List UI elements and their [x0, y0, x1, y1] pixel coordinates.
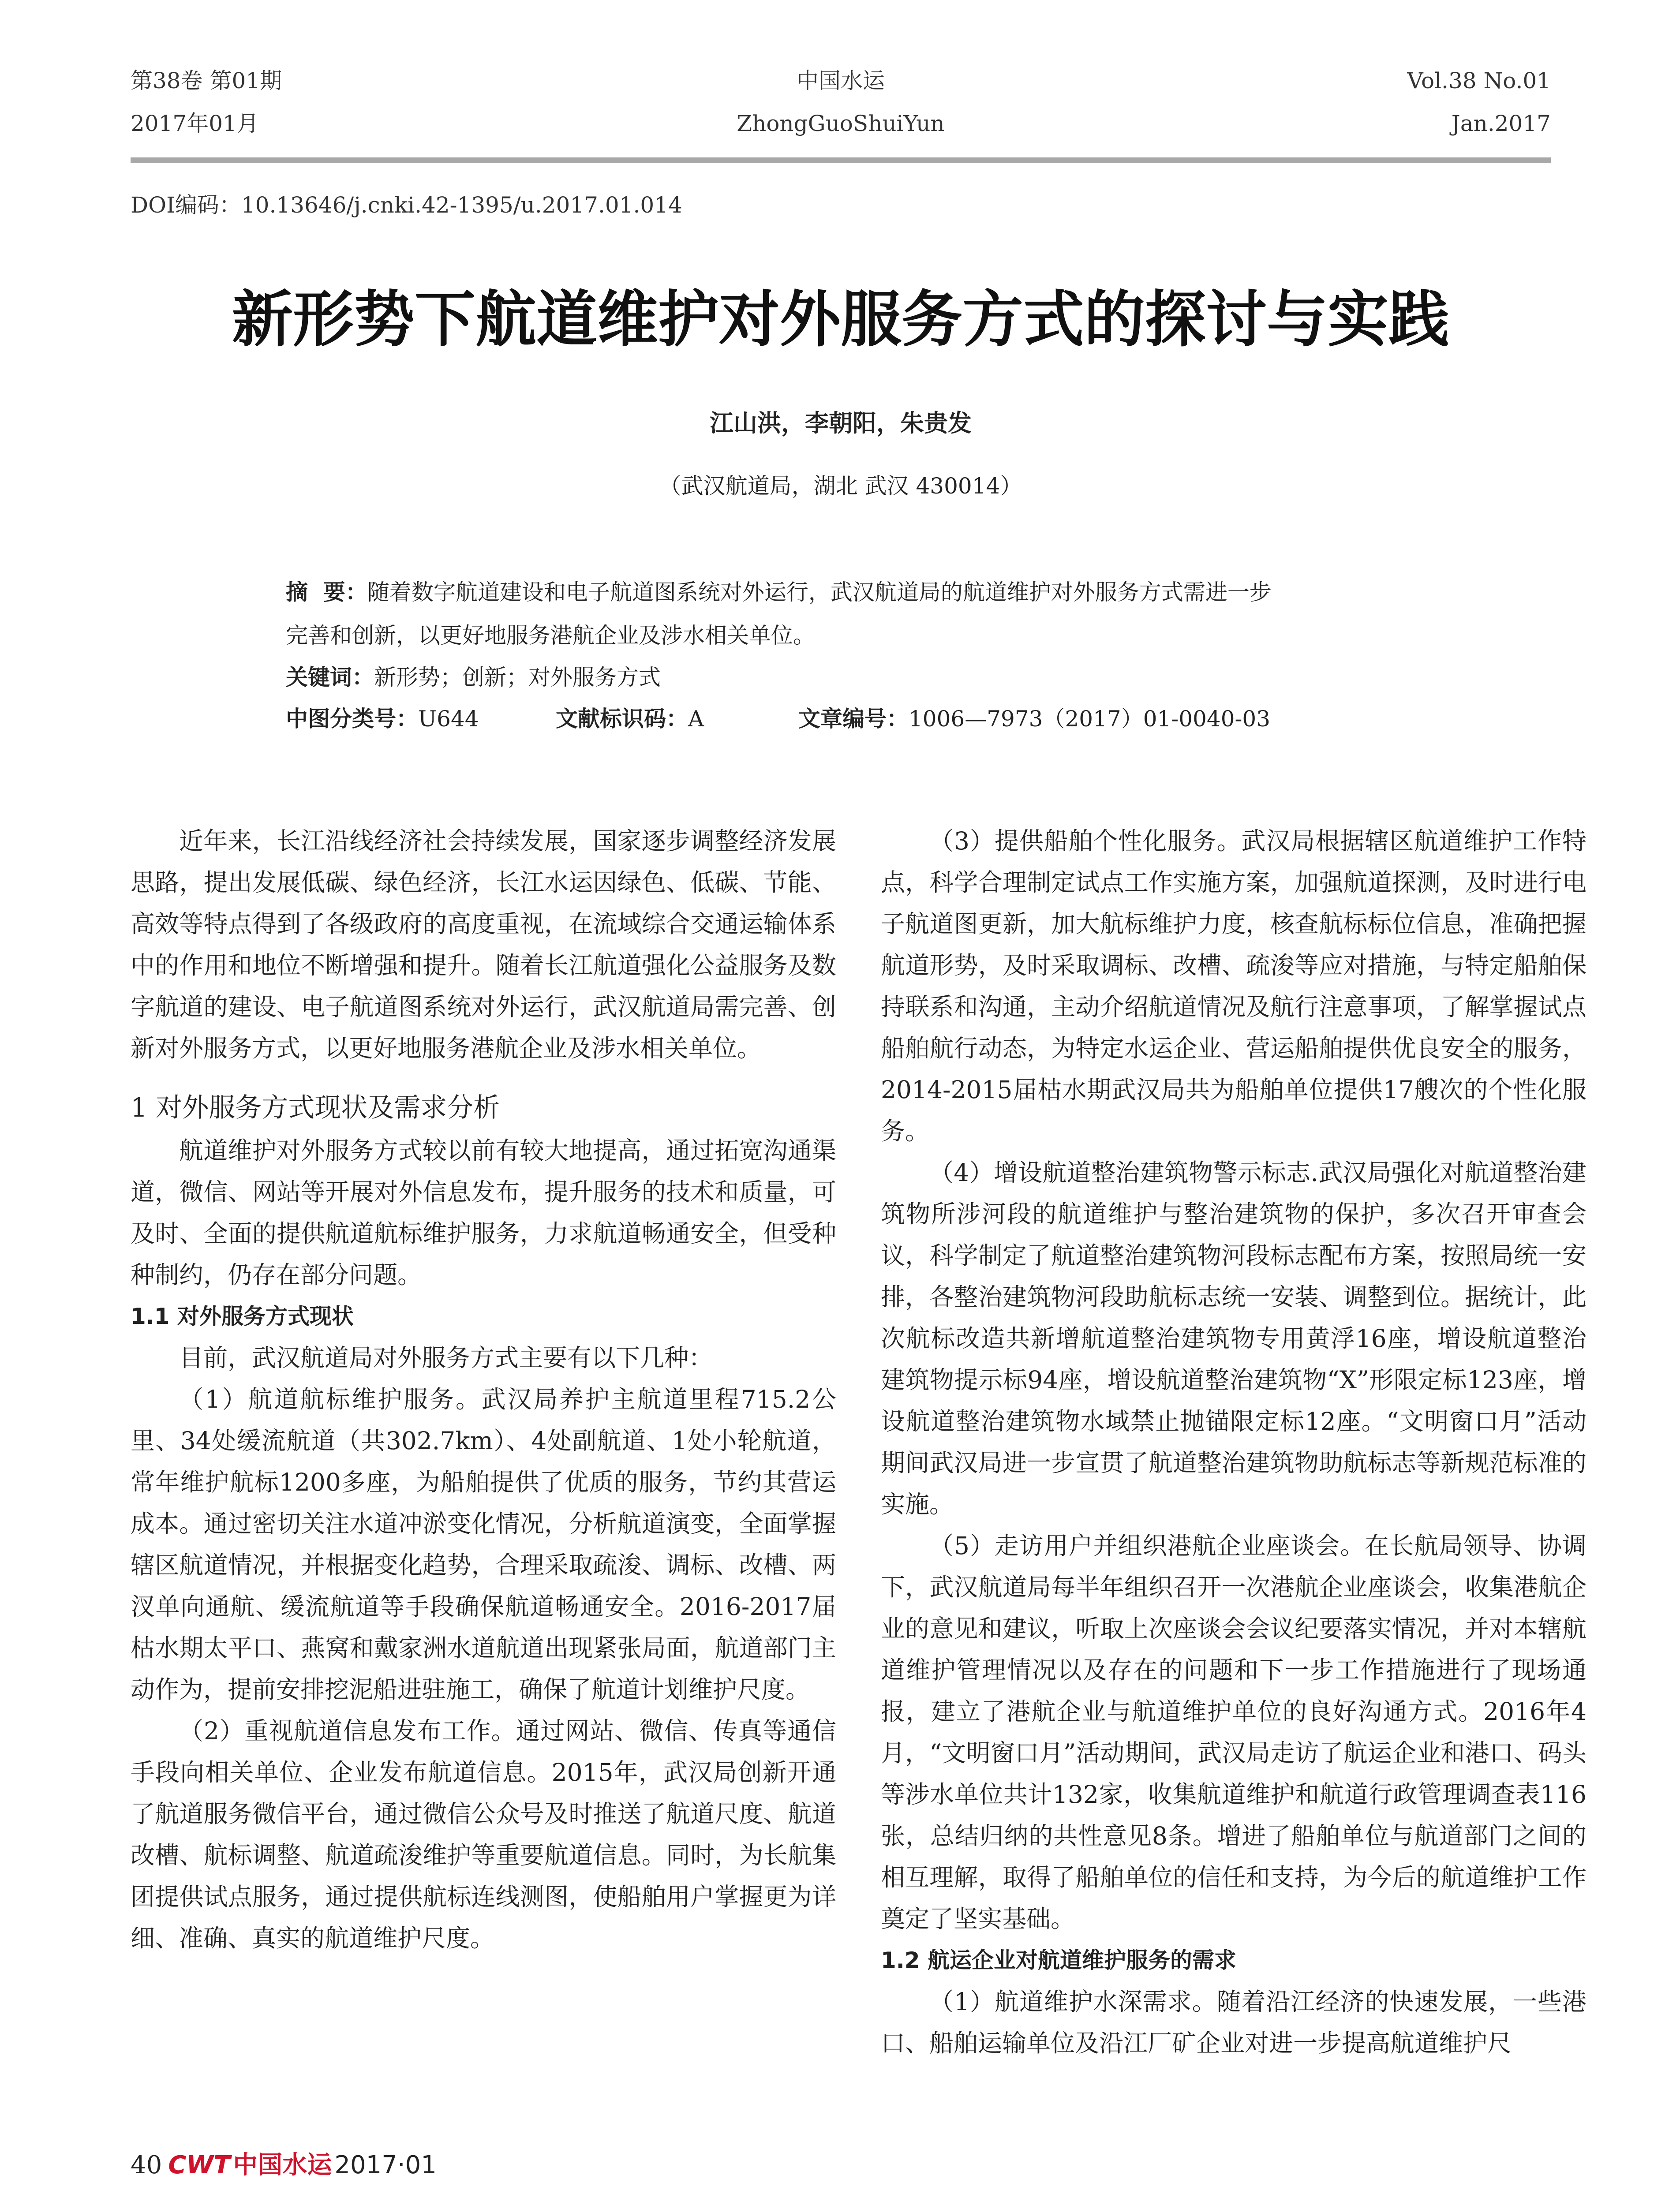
clc-label: 中图分类号：	[286, 706, 418, 732]
abstract-line-1	[286, 576, 1272, 609]
section-1-heading: 1 对外服务方式现状及需求分析	[131, 1092, 500, 1123]
header-rule	[131, 157, 1551, 163]
section-1-1-paragraph-5: （4）增设航道整治建筑物警示标志.武汉局强化对航道整治建筑物所涉河段的航道维护与整治建筑物的保护，多次召开审查会议，科学制定了航道整治建筑物河段标志配布方案，按照局统一安排，各整治建筑物河段助航标志统一安装、调整到位。据统计，此次航标改造共新增航道整治建筑物专用黄浮16座，增设航道整治建筑物提示标94座，增设航道整治建筑物“X”形限定标123座，增设航道整治建筑物水域禁止抛锚限定标12座。“文明窗口月”活动期间武汉局进一步宣贯了航道整治建筑物助航标志等新规范标准的实施。	[881, 1159, 1586, 1518]
footer-magazine-name: 中国水运	[233, 2151, 332, 2179]
section-1-1-paragraph-6: （5）走访用户并组织港航企业座谈会。在长航局领导、协调下，武汉航道局每半年组织召开一次港航企业座谈会，收集港航企业的意见和建议，听取上次座谈会会议纪要落实情况，并对本辖航道维护管理情况以及存在的问题和下一步工作措施进行了现场通报，建立了港航企业与航道维护单位的良好沟通方式。2016年4月，“文明窗口月”活动期间，武汉局走访了航运企业和港口、码头等涉水单位共计132家，收集航道维护和航道行政管理调查表116张，总结归纳的共性意见8条。增进了船舶单位与航道部门之间的相互理解，取得了船舶单位的信任和支持，为今后的航道维护工作奠定了坚实基础。	[881, 1532, 1586, 1933]
section-1-1-paragraph-3: （2）重视航道信息发布工作。通过网站、微信、传真等通信手段向相关单位、企业发布航道信息。2015年，武汉局创新开通了航道服务微信平台，通过微信公众号及时推送了航道尺度、航道改槽、航标调整、航道疏浚维护等重要航道信息。同时，为长航集团提供试点服务，通过提供航标连线测图，使船舶用户掌握更为详细、准确、真实的航道维护尺度。	[131, 1717, 836, 1952]
clc-number	[286, 702, 479, 736]
header-journal-pinyin: ZhongGuoShuiYun	[737, 111, 945, 136]
section-1-1-paragraph-2: （1）航道航标维护服务。武汉局养护主航道里程715.2公里、34处缓流航道（共302.7km）、4处副航道、1处小轮航道，常年维护航标1200多座，为船舶提供了优质的服务，节约其营运成本。通过密切关注水道冲淤变化情况，分析航道演变，全面掌握辖区航道情况，并根据变化趋势，合理采取疏浚、调标、改槽、两汊单向通航、缓流航道等手段确保航道畅通安全。2016-2017届枯水期太平口、燕窝和戴家洲水道航道出现紧张局面，航道部门主动作为，提前安排挖泥船进驻施工，确保了航道计划维护尺度。	[131, 1385, 836, 1704]
article-title: 新形势下航道维护对外服务方式的探讨与实践	[232, 284, 1449, 355]
abstract-line-2	[286, 619, 815, 652]
section-1-2-heading: 1.2 航运企业对航道维护服务的需求	[881, 1947, 1236, 1973]
header-date-cn: 2017年01月	[131, 111, 259, 136]
section-1-1-paragraph-4: （3）提供船舶个性化服务。武汉局根据辖区航道维护工作特点，科学合理制定试点工作实施方案，加强航道探测，及时进行电子航道图更新，加大航标维护力度，核查航标标位信息，准确把握航道形势，及时采取调标、改槽、疏浚等应对措施，与特定船舶保持联系和沟通，主动介绍航道情况及航行注意事项，了解掌握试点船舶航行动态，为特定水运企业、营运船舶提供优良安全的服务，2014-2015届枯水期武汉局共为船舶单位提供17艘次的个性化服务。	[881, 827, 1586, 1145]
footer-issue: 2017·01	[334, 2151, 437, 2179]
header-volume-issue: 第38卷 第01期	[131, 68, 282, 93]
clc-value: U644	[418, 706, 479, 732]
article-number-value: 1006—7973（2017）01-0040-03	[909, 706, 1271, 732]
article-affiliation: （武汉航道局，湖北 武汉 430014）	[659, 473, 1022, 499]
intro-paragraph: 近年来，长江沿线经济社会持续发展，国家逐步调整经济发展思路，提出发展低碳、绿色经济，长江水运因绿色、低碳、节能、高效等特点得到了各级政府的高度重视，在流域综合交通运输体系中的作用和地位不断增强和提升。随着长江航道强化公益服务及数字航道的建设、电子航道图系统对外运行，武汉航道局需完善、创新对外服务方式，以更好地服务港航企业及涉水相关单位。	[131, 827, 836, 1062]
body-column-right	[881, 820, 1586, 2064]
keywords-line	[286, 661, 661, 694]
section-1-paragraph: 航道维护对外服务方式较以前有较大地提高，通过拓宽沟通渠道，微信、网站等开展对外信息发布，提升服务的技术和质量，可及时、全面的提供航道航标维护服务，力求航道畅通安全，但受种种制约，仍存在部分问题。	[131, 1136, 836, 1289]
page-footer	[131, 2148, 437, 2183]
abstract-text-2: 完善和创新，以更好地服务港航企业及涉水相关单位。	[286, 623, 815, 648]
keywords-label: 关键词：	[286, 665, 374, 690]
abstract-label: 摘 要：	[286, 579, 367, 605]
section-1-1-heading: 1.1 对外服务方式现状	[131, 1304, 354, 1329]
header-journal-cn: 中国水运	[797, 68, 885, 93]
article-authors: 江山洪，李朝阳，朱贵发	[710, 409, 972, 437]
header-volume-issue-en: Vol.38 No.01	[1407, 68, 1551, 93]
document-code	[556, 702, 704, 736]
page-number: 40	[131, 2151, 162, 2179]
section-1-1-paragraph-1: 目前，武汉航道局对外服务方式主要有以下几种：	[179, 1344, 713, 1372]
article-number-label: 文章编号：	[798, 706, 909, 732]
document-code-label: 文献标识码：	[556, 706, 688, 732]
keywords-text: 新形势；创新；对外服务方式	[374, 665, 661, 690]
doi: DOI编码：10.13646/j.cnki.42-1395/u.2017.01.014	[131, 192, 682, 218]
article-number	[798, 702, 1270, 736]
header-date-en: Jan.2017	[1451, 111, 1551, 136]
body-column-left	[131, 820, 836, 1959]
document-code-value: A	[688, 706, 704, 732]
section-1-2-paragraph-1: （1）航道维护水深需求。随着沿江经济的快速发展，一些港口、船舶运输单位及沿江厂矿企业对进一步提高航道维护尺	[881, 1988, 1586, 2057]
cwt-logo: CWT	[168, 2151, 231, 2179]
abstract-text-1: 随着数字航道建设和电子航道图系统对外运行，武汉航道局的航道维护对外服务方式需进一步	[367, 579, 1272, 605]
